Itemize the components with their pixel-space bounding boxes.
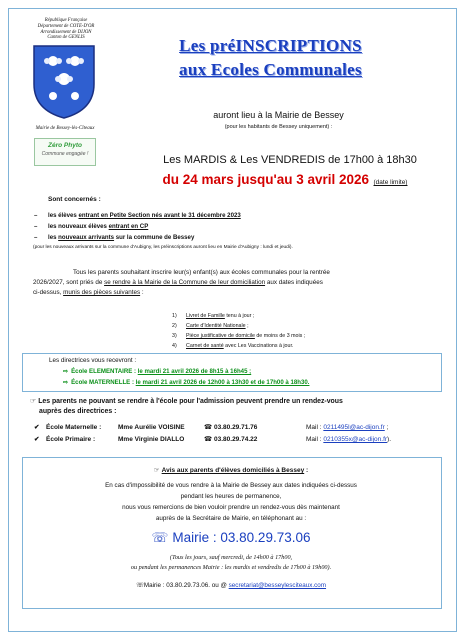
concerned-heading: Sont concernés : <box>48 196 101 203</box>
document-num: 2) <box>172 323 177 329</box>
check-icon: ✔ <box>34 436 40 443</box>
coat-of-arms-logo <box>31 44 97 120</box>
elementaire-date: le mardi 21 avril 2026 de 8h15 à 16h45 ; <box>137 368 252 375</box>
subtitle: auront lieu à la Mairie de Bessey <box>213 110 344 120</box>
appointment-heading <box>30 397 450 417</box>
commune-engagee-label: Commune engagée ! <box>41 151 89 157</box>
mairie-phone-text: Mairie : 03.80.29.73.06 <box>172 530 311 545</box>
mail-suffix: ). <box>387 436 392 443</box>
parents-line-2 <box>33 278 448 288</box>
elementaire-row <box>63 368 251 375</box>
arrow-right-icon: ⇨ <box>63 368 69 375</box>
admin-line-1: République Française <box>44 18 88 23</box>
document-num: 3) <box>172 333 177 339</box>
document-suffix: de moins de 3 mois ; <box>254 333 306 339</box>
mail-suffix: ; <box>384 424 389 431</box>
opening-hours <box>22 553 440 572</box>
parents-line-3-pre: ci-dessus, <box>33 289 64 296</box>
phone-icon: ☎ <box>204 424 213 431</box>
concerned-item-new <box>28 232 438 243</box>
pointing-hand-icon: ☞ <box>30 398 37 405</box>
admin-line-4: Canton de GENLIS <box>47 35 85 41</box>
notice-heading <box>22 466 440 474</box>
maternelle-date: le mardi 21 avril 2026 de 12h00 à 13h30 et de 17h00 à 18h30. <box>135 379 310 386</box>
school-contacts <box>34 422 454 446</box>
concerned-item-3-post: sur la commune de Bessey <box>114 234 195 241</box>
school-mail-link[interactable]: 0210355x@ac-dijon.fr <box>323 436 388 443</box>
title-line-2: aux Ecoles Communales <box>179 60 362 79</box>
school-mail <box>306 434 391 446</box>
directors-heading: Les directrices vous recevront : <box>49 357 137 364</box>
title-line-1: Les préINSCRIPTIONS <box>179 36 362 55</box>
parents-line-3 <box>33 288 448 298</box>
concerned-item-ps <box>28 210 438 221</box>
notice-line-4: auprès de la Secrétaire de Mairie, en téléphonant au : <box>155 515 307 522</box>
check-icon: ✔ <box>34 424 40 431</box>
mail-label: Mail : <box>306 424 324 431</box>
concerned-item-2-underlined: entrant en CP <box>108 223 149 230</box>
mairie-caption: Mairie de Bessey-lès-Cîteaux <box>35 126 95 131</box>
mairie-phone-big <box>22 530 440 546</box>
date-limit-note: (date limite) <box>373 179 408 186</box>
director-name: Mme Virginie DIALLO <box>118 436 185 443</box>
maternelle-row <box>63 379 309 386</box>
appointment-heading-line-1 <box>30 397 450 407</box>
parents-line-3-underlined: munis des pièces suivantes <box>63 289 141 296</box>
zero-phyto-badge <box>34 138 96 166</box>
appointment-heading-text-1: Les parents ne pouvant se rendre à l'école pour l'admission peuvent prendre un rendez-vous <box>38 398 343 405</box>
document-item <box>172 311 432 321</box>
notice-line-1: En cas d'impossibilité de vous rendre à la Mairie de Bessey aux dates indiquées ci-dessus <box>105 482 357 489</box>
arrow-right-icon: ⇨ <box>63 379 69 386</box>
maternelle-label: École MATERNELLE : <box>71 379 136 386</box>
opening-hours-line-2: ou pendant les permanences Mairie : les mardis et vendredis de 17h00 à 19h00). <box>130 563 332 571</box>
parents-line-1: Tous les parents souhaitant inscrire leur(s) enfant(s) aux écoles communales pour la rentrée <box>73 269 330 276</box>
document-suffix: tenu à jour ; <box>224 313 255 319</box>
concerned-item-3-underlined: nouveaux arrivants <box>58 234 115 241</box>
concerned-item-1-pre: les élèves <box>48 212 79 219</box>
notice-heading-suffix: : <box>304 467 309 474</box>
school-contact-row <box>34 422 454 434</box>
document-label: Carte d'Identité Nationale <box>186 323 246 329</box>
parents-line-2-underlined: se rendre à la Mairie de la Commune de leur domiciliation <box>104 279 266 286</box>
opening-hours-line-1: (Tous les jours, sauf mercredi, de 14h00 à 17h00, <box>169 554 293 561</box>
notice-body <box>22 480 440 524</box>
school-phone: 03.80.29.71.76 <box>214 424 258 431</box>
elementaire-label: École ELEMENTAIRE : <box>71 368 138 375</box>
concerned-item-2-pre: les nouveaux élèves <box>48 223 109 230</box>
parents-line-2-post: aux dates indiquées <box>265 279 323 286</box>
concerned-list <box>28 210 438 243</box>
schedule-days: Les MARDIS & Les VENDREDIS de 17h00 à 18h30 <box>163 154 417 166</box>
document-item <box>172 331 432 341</box>
document-num: 1) <box>172 313 177 319</box>
concerned-item-cp <box>28 221 438 232</box>
concerned-item-1-underlined: entrant en Petite Section nés avant le 31 décembre 2023 <box>78 212 241 219</box>
admin-line-2: Département de COTE-D'OR <box>37 23 95 29</box>
notice-line-3: nous vous remercions de bien vouloir prendre un rendez-vous dès maintenant <box>122 504 340 511</box>
footer-contact <box>22 582 440 589</box>
document-num: 4) <box>172 343 177 349</box>
phone-icon: ☏ <box>151 530 169 545</box>
school-mail <box>306 422 388 434</box>
document-item <box>172 341 432 351</box>
pointing-hand-icon: ☞ <box>153 467 160 474</box>
school-name: École Maternelle : <box>46 424 102 431</box>
phone-icon: ☎ <box>204 436 213 443</box>
document-label: Pièce justificative de domicile <box>186 333 255 339</box>
document-item <box>172 321 432 331</box>
director-name: Mme Aurélie VOISINE <box>118 424 185 431</box>
schedule-dates: du 24 mars jusqu'au 3 avril 2026 <box>162 172 370 187</box>
subtitle-note: (pour les habitants de Bessey uniquement) : <box>224 124 333 130</box>
school-mail-link[interactable]: 0211495l@ac-dijon.fr <box>323 424 385 431</box>
footer-contact-text: Mairie : 03.80.29.73.06. ou @ <box>143 582 229 589</box>
directors-box <box>22 353 442 392</box>
notice-heading-text: Avis aux parents d'élèves domiciliés à Bessey <box>161 467 305 474</box>
school-name: École Primaire : <box>46 436 96 443</box>
documents-list <box>172 311 432 351</box>
concerned-item-3-pre: les <box>48 234 59 241</box>
appointment-heading-line-2: auprès des directrices : <box>39 408 117 415</box>
parents-paragraph <box>33 268 448 298</box>
parents-line-2-pre: 2026/2027, sont priés de <box>33 279 105 286</box>
zero-phyto-label: Zéro Phyto <box>48 142 82 149</box>
document-suffix: ; <box>245 323 249 329</box>
school-contact-row <box>34 434 454 446</box>
concerned-note: (pour les nouveaux arrivants sur la commune d'Aubigny, les préinscriptions auront lieu en Mairie d'Aubigny : lundi et jeudi). <box>33 245 293 250</box>
document-label: Carnet de santé <box>186 343 224 349</box>
footer-mail-link[interactable]: secretariat@besseylesciteaux.com <box>228 582 327 589</box>
schedule-dates-row <box>110 171 460 189</box>
admin-block <box>22 18 110 41</box>
phone-icon: ☏ <box>135 582 144 589</box>
parents-line-3-post: : <box>140 289 144 296</box>
notice-line-2: pendant les heures de permanence, <box>180 493 282 500</box>
document-suffix: avec Les Vaccinations à jour. <box>223 343 294 349</box>
document-label: Livret de Famille <box>186 313 225 319</box>
mail-label: Mail : <box>306 436 324 443</box>
school-phone: 03.80.29.74.22 <box>214 436 258 443</box>
admin-line-3: Arrondissement de DIJON <box>40 29 92 35</box>
